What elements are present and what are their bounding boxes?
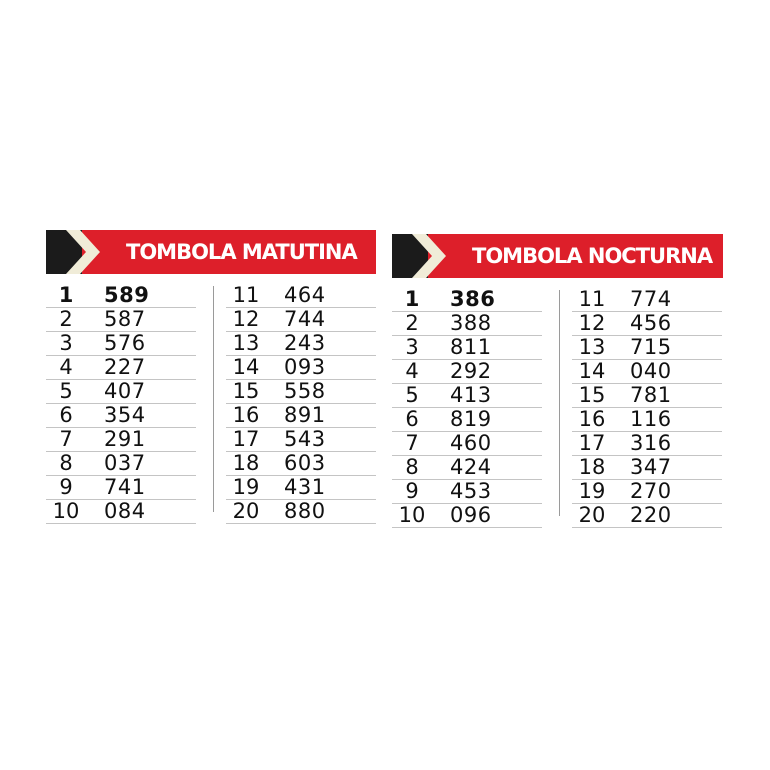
result-row bbox=[572, 360, 722, 384]
winning-number: 774 bbox=[630, 287, 672, 311]
prize-position: 4 bbox=[59, 355, 73, 379]
result-row bbox=[392, 480, 542, 504]
result-row bbox=[392, 384, 542, 408]
results-table bbox=[46, 283, 376, 523]
winning-number: 460 bbox=[450, 431, 492, 455]
chevron-right-icon bbox=[66, 230, 102, 274]
prize-position: 10 bbox=[398, 503, 426, 527]
prize-position: 3 bbox=[59, 331, 73, 355]
winning-number: 543 bbox=[284, 427, 326, 451]
result-row bbox=[226, 500, 376, 524]
winning-number: 819 bbox=[450, 407, 492, 431]
panel-header bbox=[392, 234, 723, 278]
prize-position: 10 bbox=[52, 499, 80, 523]
prize-position: 7 bbox=[405, 431, 419, 455]
winning-number: 084 bbox=[104, 499, 146, 523]
winning-number: 220 bbox=[630, 503, 672, 527]
winning-number: 424 bbox=[450, 455, 492, 479]
header-red-bar bbox=[82, 230, 376, 274]
prize-position: 12 bbox=[578, 311, 606, 335]
prize-position: 5 bbox=[405, 383, 419, 407]
panel-header bbox=[46, 230, 376, 274]
prize-position: 1 bbox=[404, 287, 420, 311]
winning-number: 589 bbox=[104, 283, 150, 307]
results-column-2 bbox=[226, 284, 376, 524]
result-row bbox=[392, 288, 542, 312]
result-row bbox=[226, 380, 376, 404]
results-table bbox=[392, 287, 723, 527]
winning-number: 347 bbox=[630, 455, 672, 479]
prize-position: 3 bbox=[405, 335, 419, 359]
results-column-2 bbox=[572, 288, 722, 528]
result-row bbox=[392, 456, 542, 480]
result-row bbox=[572, 336, 722, 360]
prize-position: 18 bbox=[578, 455, 606, 479]
winning-number: 456 bbox=[630, 311, 672, 335]
result-row bbox=[46, 308, 196, 332]
prize-position: 2 bbox=[405, 311, 419, 335]
prize-position: 14 bbox=[232, 355, 260, 379]
winning-number: 891 bbox=[284, 403, 326, 427]
result-row bbox=[226, 428, 376, 452]
result-row bbox=[226, 452, 376, 476]
winning-number: 576 bbox=[104, 331, 146, 355]
winning-number: 558 bbox=[284, 379, 326, 403]
results-column-1 bbox=[46, 284, 196, 524]
winning-number: 715 bbox=[630, 335, 672, 359]
winning-number: 037 bbox=[104, 451, 146, 475]
result-row bbox=[226, 476, 376, 500]
winning-number: 386 bbox=[450, 287, 496, 311]
column-divider bbox=[213, 286, 214, 512]
prize-position: 13 bbox=[232, 331, 260, 355]
result-row bbox=[46, 380, 196, 404]
prize-position: 19 bbox=[232, 475, 260, 499]
result-row bbox=[392, 360, 542, 384]
result-row bbox=[46, 428, 196, 452]
winning-number: 040 bbox=[630, 359, 672, 383]
tombola-matutina-panel bbox=[46, 230, 376, 523]
winning-number: 354 bbox=[104, 403, 146, 427]
prize-position: 9 bbox=[405, 479, 419, 503]
results-column-1 bbox=[392, 288, 542, 528]
result-row bbox=[572, 384, 722, 408]
prize-position: 2 bbox=[59, 307, 73, 331]
winning-number: 291 bbox=[104, 427, 146, 451]
winning-number: 093 bbox=[284, 355, 326, 379]
result-row bbox=[392, 432, 542, 456]
result-row bbox=[572, 456, 722, 480]
winning-number: 270 bbox=[630, 479, 672, 503]
winning-number: 227 bbox=[104, 355, 146, 379]
prize-position: 8 bbox=[59, 451, 73, 475]
winning-number: 407 bbox=[104, 379, 146, 403]
prize-position: 15 bbox=[578, 383, 606, 407]
result-row bbox=[46, 284, 196, 308]
winning-number: 413 bbox=[450, 383, 492, 407]
prize-position: 17 bbox=[232, 427, 260, 451]
result-row bbox=[392, 504, 542, 528]
result-row bbox=[46, 476, 196, 500]
result-row bbox=[392, 336, 542, 360]
prize-position: 18 bbox=[232, 451, 260, 475]
chevron-right-icon bbox=[412, 234, 448, 278]
result-row bbox=[572, 432, 722, 456]
prize-position: 13 bbox=[578, 335, 606, 359]
tombola-nocturna-panel bbox=[392, 234, 723, 527]
winning-number: 781 bbox=[630, 383, 672, 407]
result-row bbox=[392, 408, 542, 432]
result-row bbox=[572, 408, 722, 432]
prize-position: 17 bbox=[578, 431, 606, 455]
prize-position: 11 bbox=[578, 287, 606, 311]
panel-title: TOMBOLA NOCTURNA bbox=[472, 244, 713, 268]
result-row bbox=[46, 404, 196, 428]
result-row bbox=[572, 480, 722, 504]
winning-number: 243 bbox=[284, 331, 326, 355]
prize-position: 20 bbox=[578, 503, 606, 527]
prize-position: 14 bbox=[578, 359, 606, 383]
result-row bbox=[572, 288, 722, 312]
winning-number: 587 bbox=[104, 307, 146, 331]
prize-position: 5 bbox=[59, 379, 73, 403]
result-row bbox=[226, 332, 376, 356]
winning-number: 464 bbox=[284, 283, 326, 307]
winning-number: 096 bbox=[450, 503, 492, 527]
prize-position: 20 bbox=[232, 499, 260, 523]
prize-position: 9 bbox=[59, 475, 73, 499]
result-row bbox=[226, 284, 376, 308]
prize-position: 19 bbox=[578, 479, 606, 503]
prize-position: 16 bbox=[232, 403, 260, 427]
winning-number: 603 bbox=[284, 451, 326, 475]
result-row bbox=[226, 308, 376, 332]
winning-number: 744 bbox=[284, 307, 326, 331]
prize-position: 16 bbox=[578, 407, 606, 431]
prize-position: 1 bbox=[58, 283, 74, 307]
panel-title: TOMBOLA MATUTINA bbox=[126, 240, 357, 264]
winning-number: 741 bbox=[104, 475, 146, 499]
winning-number: 880 bbox=[284, 499, 326, 523]
winning-number: 116 bbox=[630, 407, 672, 431]
prize-position: 7 bbox=[59, 427, 73, 451]
winning-number: 453 bbox=[450, 479, 492, 503]
prize-position: 6 bbox=[405, 407, 419, 431]
result-row bbox=[392, 312, 542, 336]
prize-position: 12 bbox=[232, 307, 260, 331]
result-row bbox=[226, 404, 376, 428]
result-row bbox=[46, 452, 196, 476]
result-row bbox=[46, 500, 196, 524]
header-red-bar bbox=[428, 234, 723, 278]
result-row bbox=[46, 332, 196, 356]
prize-position: 8 bbox=[405, 455, 419, 479]
prize-position: 15 bbox=[232, 379, 260, 403]
result-row bbox=[226, 356, 376, 380]
result-row bbox=[572, 504, 722, 528]
winning-number: 388 bbox=[450, 311, 492, 335]
column-divider bbox=[559, 290, 560, 516]
winning-number: 316 bbox=[630, 431, 672, 455]
winning-number: 431 bbox=[284, 475, 326, 499]
prize-position: 4 bbox=[405, 359, 419, 383]
result-row bbox=[572, 312, 722, 336]
prize-position: 6 bbox=[59, 403, 73, 427]
winning-number: 811 bbox=[450, 335, 492, 359]
prize-position: 11 bbox=[232, 283, 260, 307]
result-row bbox=[46, 356, 196, 380]
winning-number: 292 bbox=[450, 359, 492, 383]
